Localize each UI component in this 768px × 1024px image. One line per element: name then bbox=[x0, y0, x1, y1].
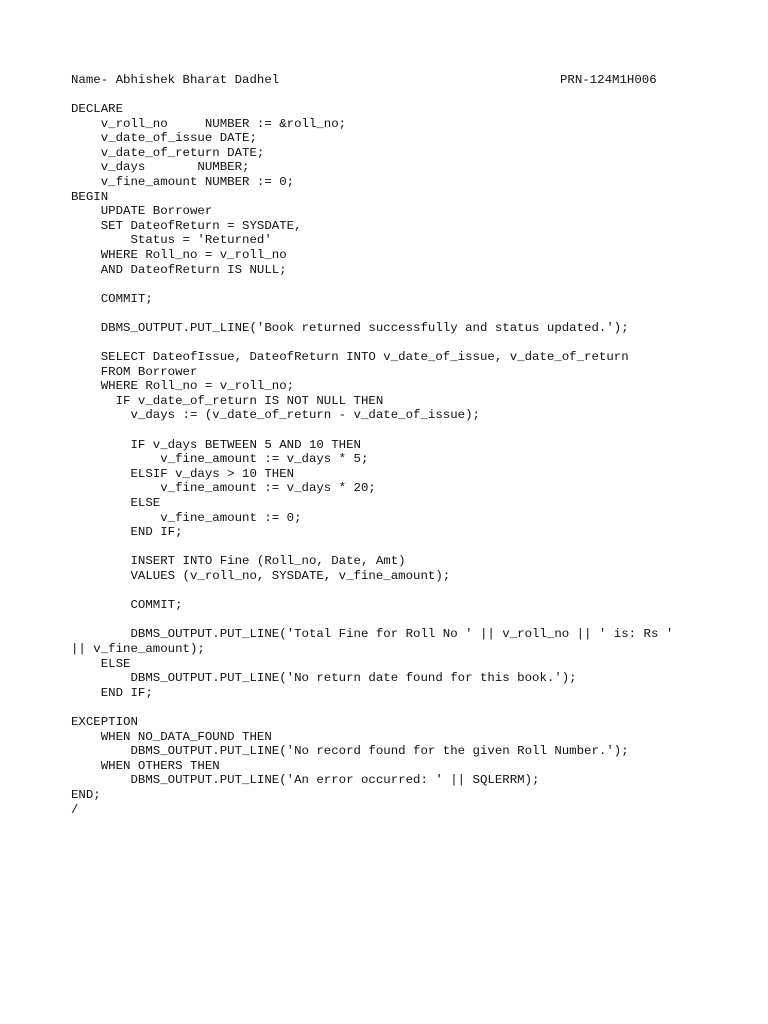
code-line: VALUES (v_roll_no, SYSDATE, v_fine_amount); bbox=[71, 569, 451, 583]
code-line: SELECT DateofIssue, DateofReturn INTO v_date_of_issue, v_date_of_return bbox=[71, 350, 629, 365]
code-line bbox=[71, 336, 711, 351]
code-line: END IF; bbox=[71, 685, 153, 700]
code-line: DBMS_OUTPUT.PUT_LINE('An error occurred: ' || SQLERRM); bbox=[71, 773, 540, 788]
code-line: v_roll_no NUMBER := &roll_no; bbox=[71, 116, 347, 131]
code-line bbox=[71, 277, 711, 292]
code-line: WHEN NO_DATA_FOUND THEN bbox=[71, 729, 272, 744]
code-line: Status = 'Returned' bbox=[71, 233, 272, 248]
code-line bbox=[71, 306, 711, 321]
author-name: Name- Abhishek Bharat Dadhel bbox=[71, 73, 280, 87]
code-line: AND DateofReturn IS NULL; bbox=[71, 262, 287, 277]
code-line: IF v_days BETWEEN 5 AND 10 THEN bbox=[71, 437, 361, 452]
code-line: BEGIN bbox=[71, 189, 109, 204]
code-line: v_date_of_return DATE; bbox=[71, 145, 265, 160]
code-line: DBMS_OUTPUT.PUT_LINE('No return date found for this book.'); bbox=[71, 671, 577, 686]
prn-number: PRN-124M1H006 bbox=[560, 73, 657, 87]
code-line: FROM Borrower bbox=[71, 364, 198, 379]
code-line: COMMIT; bbox=[71, 291, 153, 306]
code-line: UPDATE Borrower bbox=[71, 204, 213, 219]
code-line: END IF; bbox=[71, 525, 183, 540]
code-line: IF v_date_of_return IS NOT NULL THEN bbox=[71, 393, 384, 408]
code-line: ELSE bbox=[71, 496, 161, 511]
code-line: / bbox=[71, 802, 79, 817]
code-line bbox=[71, 613, 711, 628]
code-line: v_days NUMBER; bbox=[71, 160, 250, 175]
code-line bbox=[71, 423, 711, 438]
code-line: WHEN OTHERS THEN bbox=[71, 758, 220, 773]
code-line: INSERT INTO Fine (Roll_no, Date, Amt) bbox=[71, 554, 406, 569]
code-line: SET DateofReturn = SYSDATE, bbox=[71, 218, 302, 233]
code-line: WHERE Roll_no = v_roll_no; bbox=[71, 379, 295, 394]
code-line: COMMIT; bbox=[71, 598, 183, 613]
code-line: EXCEPTION bbox=[71, 714, 138, 729]
code-line: END; bbox=[71, 787, 101, 802]
code-line bbox=[71, 700, 711, 715]
code-line: DBMS_OUTPUT.PUT_LINE('Total Fine for Roll No ' || v_roll_no || ' is: Rs ' bbox=[71, 627, 674, 642]
code-line: ELSIF v_days > 10 THEN bbox=[71, 466, 295, 481]
code-line: DBMS_OUTPUT.PUT_LINE('Book returned successfully and status updated.'); bbox=[71, 320, 629, 335]
code-line: v_days := (v_date_of_return - v_date_of_issue); bbox=[71, 408, 480, 423]
plsql-code-block bbox=[71, 102, 711, 817]
code-line: DECLARE bbox=[71, 102, 124, 116]
code-line: ELSE bbox=[71, 656, 131, 671]
code-line: v_fine_amount NUMBER := 0; bbox=[71, 174, 295, 189]
code-line: DBMS_OUTPUT.PUT_LINE('No record found for the given Roll Number.'); bbox=[71, 744, 629, 759]
code-line: v_fine_amount := v_days * 5; bbox=[71, 452, 369, 467]
code-line: v_date_of_issue DATE; bbox=[71, 131, 257, 146]
code-line bbox=[71, 584, 711, 599]
code-line: || v_fine_amount); bbox=[71, 641, 205, 656]
code-line: v_fine_amount := 0; bbox=[71, 510, 302, 525]
code-line: v_fine_amount := v_days * 20; bbox=[71, 481, 376, 496]
code-line: WHERE Roll_no = v_roll_no bbox=[71, 247, 287, 262]
code-line bbox=[71, 540, 711, 555]
